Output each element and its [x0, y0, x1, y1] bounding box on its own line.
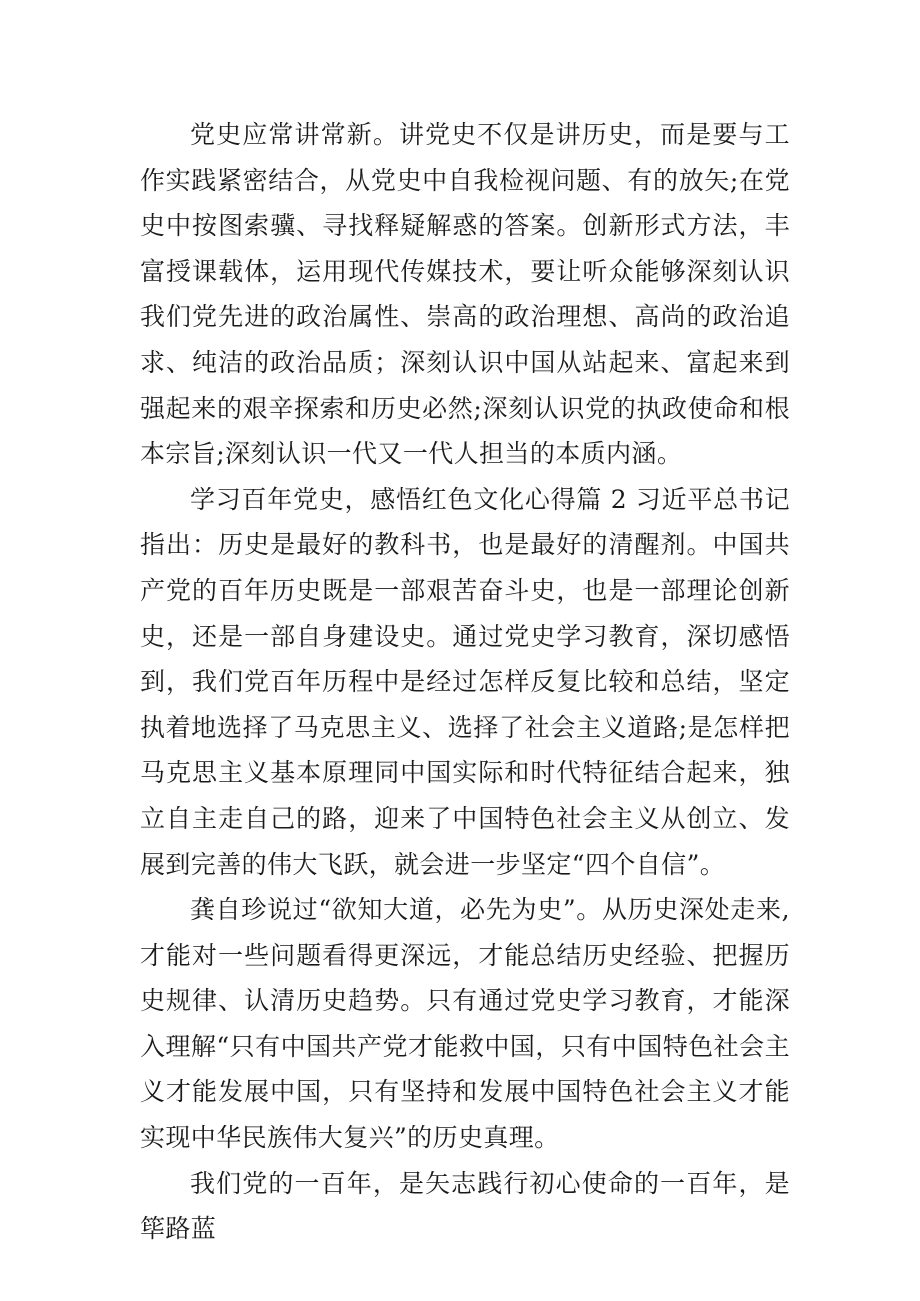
document-body — [140, 112, 790, 1252]
paragraph-gong-zizhen-quote: 龚自珍说过“欲知大道，必先为史”。从历史深处走来,才能对一些问题看得更深远，才能总结历史经验、把握历史规律、认清历史趋势。只有通过党史学习教育，才能深入理解“只有中国共产党才能救中国，只有中国特色社会主义才能发展中国，只有坚持和发展中国特色社会主义才能实现中华民族伟大复兴”的历史真理。 — [140, 895, 790, 1153]
paragraph-party-history-teaching: 党史应常讲常新。讲党史不仅是讲历史，而是要与工作实践紧密结合，从党史中自我检视问题、有的放矢;在党史中按图索骥、寻找释疑解惑的答案。创新形式方法，丰富授课载体，运用现代传媒技术，要让听众能够深刻认识我们党先进的政治属性、崇高的政治理想、高尚的政治追求、纯洁的政治品质；深刻认识中国从站起来、富起来到强起来的艰辛探索和历史必然;深刻认识党的执政使命和根本宗旨;深刻认识一代又一代人担当的本质内涵。 — [140, 120, 790, 469]
paragraph-learning-reflection: 学习百年党史，感悟红色文化心得篇 2 习近平总书记指出：历史是最好的教科书，也是最好的清醒剂。中国共产党的百年历史既是一部艰苦奋斗史，也是一部理论创新史，还是一部自身建设史。通过党史学习教育，深切感悟到，我们党百年历程中是经过怎样反复比较和总结，坚定执着地选择了马克思主义、选择了社会主义道路;是怎样把马克思主义基本原理同中国实际和时代特征结合起来，独立自主走自己的路，迎来了中国特色社会主义从创立、发展到完善的伟大飞跃，就会进一步坚定“四个自信”。 — [140, 484, 790, 879]
paragraph-hundred-years: 我们党的一百年，是矢志践行初心使命的一百年，是筚路蓝 — [140, 1168, 790, 1244]
